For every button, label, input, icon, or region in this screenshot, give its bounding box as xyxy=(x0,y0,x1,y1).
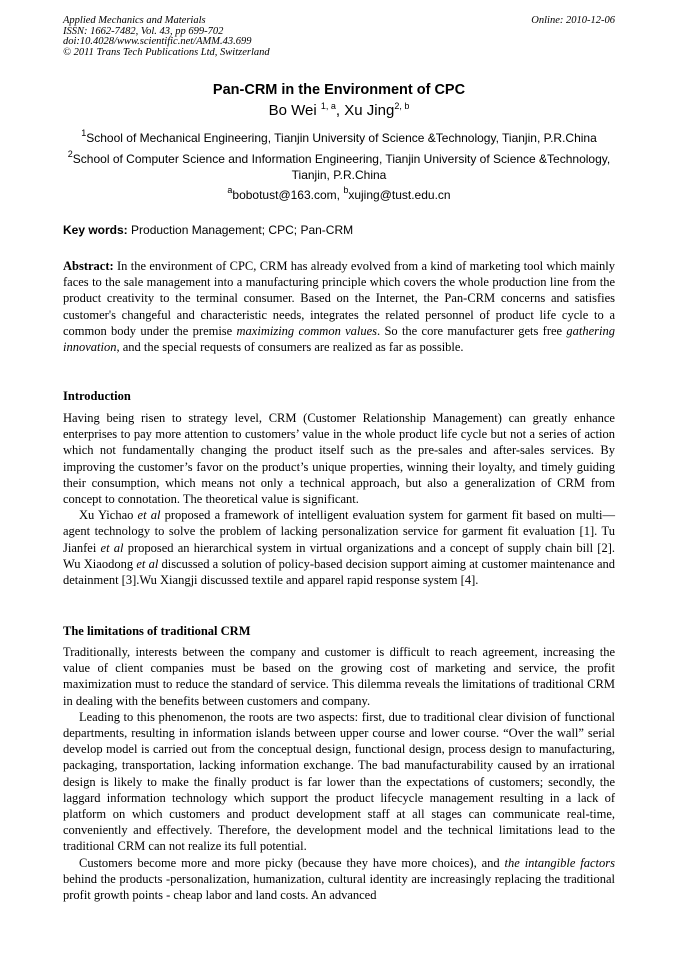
author-line xyxy=(0,102,678,119)
intro-p2-text-1: Xu Yichao xyxy=(79,508,138,523)
author-2-sup: 2, b xyxy=(394,101,410,111)
author-separator: , xyxy=(335,102,345,119)
affiliation-1-text: School of Mechanical Engineering, Tianjin University of Science &Technology, Tianjin, P.R.China xyxy=(86,131,597,145)
keywords-text: Production Management; CPC; Pan-CRM xyxy=(127,223,354,237)
introduction-body xyxy=(63,410,615,588)
intro-p2-text-3: proposed an hierarchical system in virtual organizations and a concept of supply chain bill [2]. Wu Xiaodong xyxy=(63,540,615,571)
limit-p3-text-2: behind the products -personalization, humanization, cultural identity are increasingly replacing the traditional profit growth points - cheap labor and land costs. An advanced xyxy=(63,871,615,903)
keywords-label: Key words: xyxy=(63,223,128,237)
affiliation-1 xyxy=(63,128,615,147)
affiliation-2-text: School of Computer Science and Information Engineering, Tianjin University of Science &Technology, Tianjin, P.R.China xyxy=(72,152,611,182)
email-1: bobotust@163.com, xyxy=(232,188,344,202)
copyright-line: © 2011 Trans Tech Publications Ltd, Switzerland xyxy=(63,46,270,58)
affiliation-1-sup: 1 xyxy=(81,128,87,138)
intro-p2-italic-2: et al xyxy=(100,540,124,555)
abstract xyxy=(63,258,615,355)
limitations-paragraph-2: Leading to this phenomenon, the roots are two aspects: first, due to traditional clear division of functional departments, resulting in information islands between upper course and lower course. “Over the wall” serial develop model is carried out from the conceptual design, functional design, process design to manufacturing, packaging, transportation, lacking information exchange. The bad manufacturability caused by an irrational design is likely to make the finally product is far lower than the expectations of customers; secondly, the laggard information technology which support the product lifecycle management resulting in a lack of platform on which customers and product development staff at all stages can communicate real-time, conveniently and effectively. Therefore, the development model and the technical limitations lead to the traditional CRM can not realize its full potential. xyxy=(63,709,615,854)
issn-line: ISSN: 1662-7482, Vol. 43, pp 699-702 xyxy=(63,25,224,37)
doi-line: doi:10.4028/www.scientific.net/AMM.43.699 xyxy=(63,36,252,47)
author-2-name: Xu Jing xyxy=(344,102,395,119)
limitations-heading: The limitations of traditional CRM xyxy=(63,624,251,638)
journal-header xyxy=(63,16,270,58)
email-2-sup: b xyxy=(343,185,349,195)
email-line xyxy=(0,185,678,202)
email-1-sup: a xyxy=(227,185,233,195)
abstract-italic-2: gathering innovation xyxy=(63,323,616,355)
author-1-name: Bo Wei xyxy=(268,102,317,119)
limitations-body xyxy=(63,644,615,903)
paper-title: Pan-CRM in the Environment of CPC xyxy=(212,82,466,98)
affiliation-2-sup: 2 xyxy=(67,149,73,159)
journal-name: Applied Mechanics and Materials xyxy=(63,15,206,26)
intro-p2-italic-3: et al xyxy=(136,556,159,571)
email-2: xujing@tust.edu.cn xyxy=(348,188,451,202)
abstract-text-3: , and the special requests of consumers are realized as far as possible. xyxy=(116,340,464,355)
keywords xyxy=(63,223,615,237)
author-1-sup: 1, a xyxy=(320,101,336,111)
limit-p3-text-1: Customers become more and more picky (because they have more choices), and xyxy=(79,855,505,870)
abstract-text-1: In the environment of CPC, CRM has already evolved from a kind of marketing tool which mainly faces to the sale management into a manufacturing principle which covers the whole production line from the product creativity to the terminal consumer. Based on the Internet, the Pan-CRM concerns and satisfies customer's changeful and characteristic needs, integrates the related personnel of product life cycle to a common body under the premise xyxy=(63,259,615,338)
abstract-label: Abstract: xyxy=(63,259,114,273)
online-date: Online: 2010-12-06 xyxy=(531,15,615,26)
limit-p3-italic-1: the intangible factors xyxy=(504,855,615,870)
introduction-paragraph-1: Having being risen to strategy level, CRM (Customer Relationship Management) can greatly enhance enterprises to pay more attention to customers’ value in the whole product life cycle but not a series of action which not fundamentally changing the product itself such as the pre-sales and after-sales services. By improving the customer’s favor on the product’s unique properties, winning their loyalty, and timely guiding their consumption, which means not only a technical approach, but also a generalization of CRM from concept to connotation. The theoretical value is significant. xyxy=(63,411,615,507)
intro-p2-text-2: proposed a framework of intelligent evaluation system for garment fit based on multi—agent technology to solve the problem of lacking personalization service for garment fit evaluation [1]. Tu Jianfei xyxy=(63,508,615,555)
introduction-heading: Introduction xyxy=(63,389,131,403)
affiliation-2 xyxy=(63,149,615,183)
introduction-paragraph-2 xyxy=(63,507,615,588)
intro-p2-text-4: discussed a solution of policy-based decision support aiming at customer maintenance and detainment [3].Wu Xiangji discussed textile and apparel rapid response system [4]. xyxy=(63,556,615,588)
limitations-paragraph-3 xyxy=(63,855,615,904)
intro-p2-italic-1: et al xyxy=(137,508,161,523)
abstract-text-2: . So the core manufacturer gets free xyxy=(377,323,567,338)
limitations-paragraph-1: Traditionally, interests between the company and customer is difficult to reach agreement, increasing the value of client companies must be based on the growing cost of marketing and service, the profit maximization must to reduce the standard of service. This dilemma reveals the limitations of traditional CRM in dealing with the benefits between customers and company. xyxy=(63,645,615,708)
abstract-italic-1: maximizing common values xyxy=(236,323,378,338)
